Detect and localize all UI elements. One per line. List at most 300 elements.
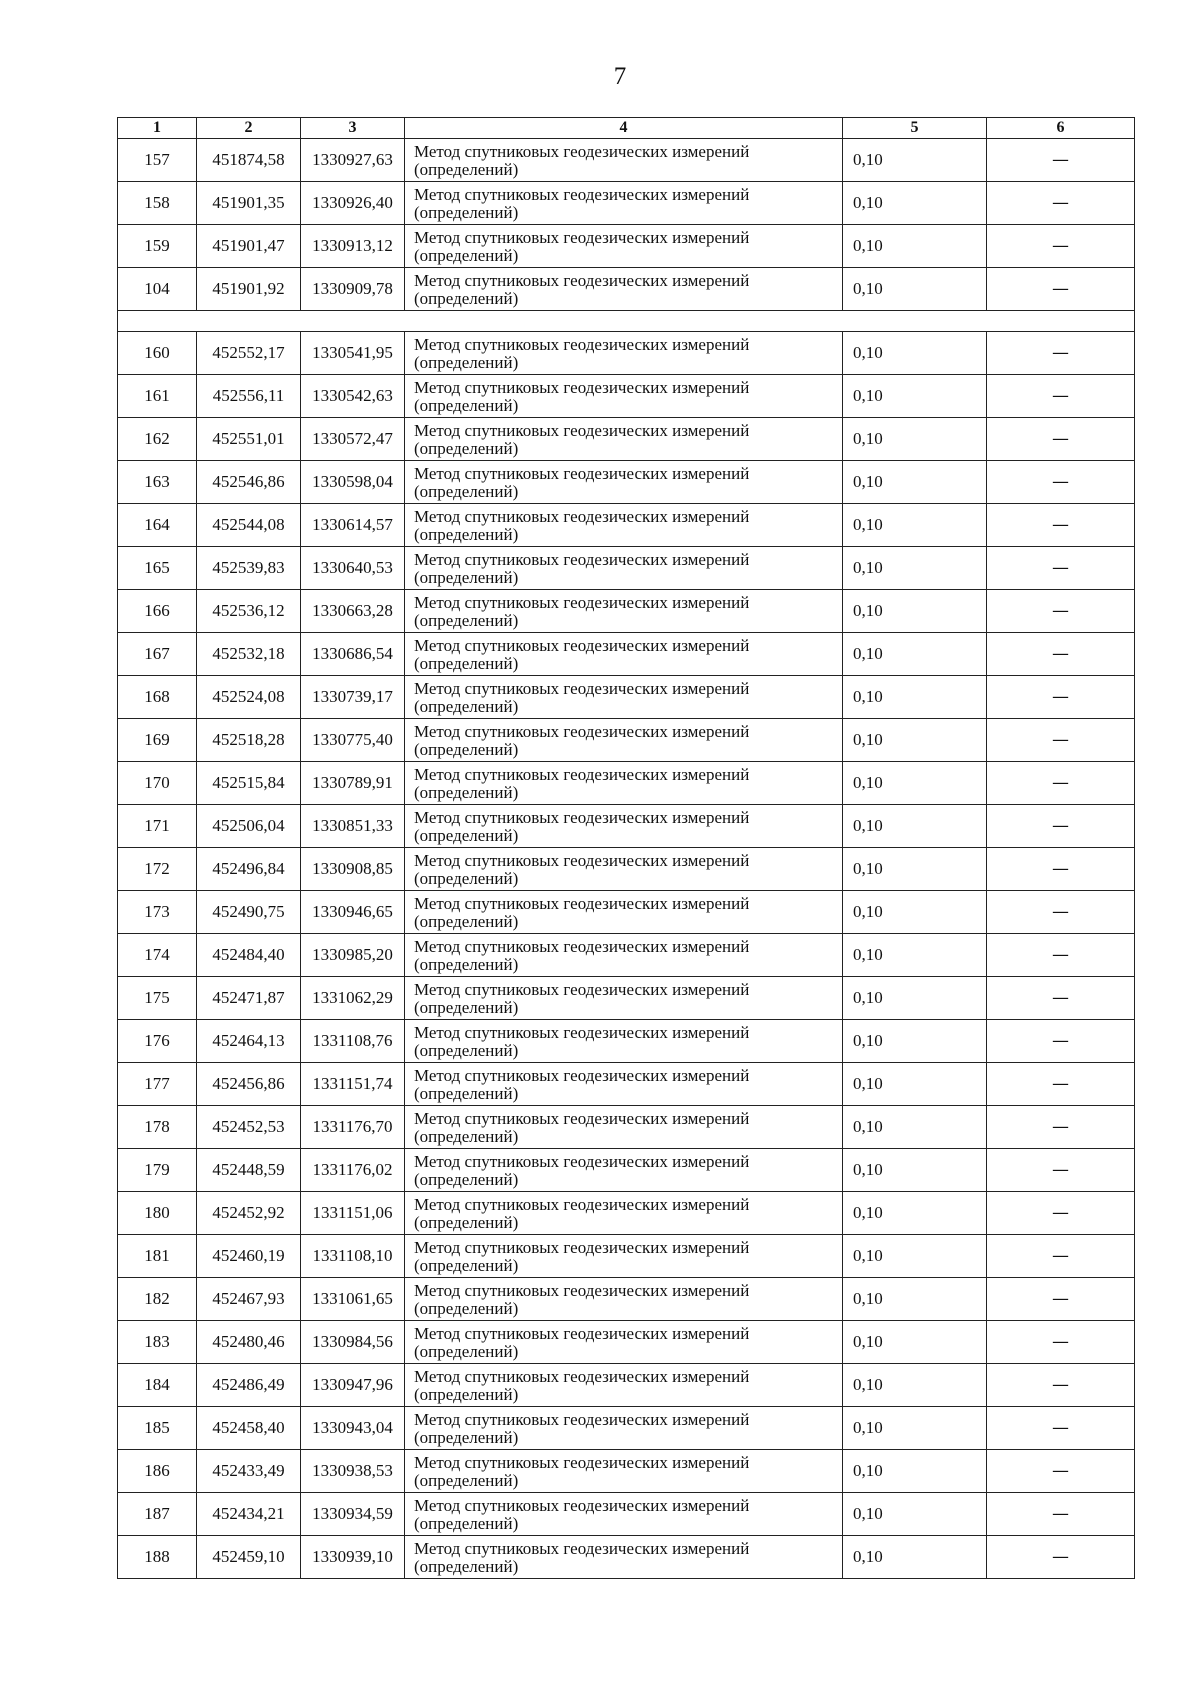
- point-number-cell: 177: [118, 1063, 197, 1106]
- point-number-cell: 163: [118, 461, 197, 504]
- note-cell: —: [987, 547, 1135, 590]
- accuracy-cell: 0,10: [843, 676, 987, 719]
- note-cell: —: [987, 805, 1135, 848]
- method-text-line1: Метод спутниковых геодезических измерений: [414, 377, 750, 397]
- table-row: [118, 1278, 1135, 1321]
- method-text-line1: Метод спутниковых геодезических измерений: [414, 678, 750, 698]
- method-cell: [405, 375, 843, 418]
- method-text-line1: Метод спутниковых геодезических измерений: [414, 807, 750, 827]
- x-coordinate-cell: 452532,18: [197, 633, 301, 676]
- point-number-cell: 164: [118, 504, 197, 547]
- accuracy-cell: 0,10: [843, 762, 987, 805]
- y-coordinate-cell: 1330541,95: [301, 332, 405, 375]
- method-text-line2: (определений): [414, 739, 519, 759]
- method-text-line2: (определений): [414, 352, 519, 372]
- x-coordinate-cell: 452459,10: [197, 1536, 301, 1579]
- note-cell: —: [987, 977, 1135, 1020]
- accuracy-cell: 0,10: [843, 1536, 987, 1579]
- point-number-cell: 161: [118, 375, 197, 418]
- point-number-cell: 158: [118, 182, 197, 225]
- y-coordinate-cell: 1331062,29: [301, 977, 405, 1020]
- method-text-line1: Метод спутниковых геодезических измерений: [414, 1065, 750, 1085]
- y-coordinate-cell: 1330663,28: [301, 590, 405, 633]
- point-number-cell: 160: [118, 332, 197, 375]
- x-coordinate-cell: 452434,21: [197, 1493, 301, 1536]
- table-row: [118, 1321, 1135, 1364]
- y-coordinate-cell: 1331151,06: [301, 1192, 405, 1235]
- table-row: [118, 1149, 1135, 1192]
- accuracy-cell: 0,10: [843, 1106, 987, 1149]
- point-number-cell: 180: [118, 1192, 197, 1235]
- method-text-line1: Метод спутниковых геодезических измерений: [414, 1409, 750, 1429]
- point-number-cell: 166: [118, 590, 197, 633]
- note-cell: —: [987, 1321, 1135, 1364]
- method-text-line1: Метод спутниковых геодезических измерений: [414, 334, 750, 354]
- table-row: [118, 547, 1135, 590]
- method-cell: [405, 676, 843, 719]
- accuracy-cell: 0,10: [843, 891, 987, 934]
- method-text-line2: (определений): [414, 202, 519, 222]
- method-text-line2: (определений): [414, 567, 519, 587]
- y-coordinate-cell: 1330542,63: [301, 375, 405, 418]
- method-text-line1: Метод спутниковых геодезических измерений: [414, 1323, 750, 1343]
- method-cell: [405, 977, 843, 1020]
- method-cell: [405, 1063, 843, 1106]
- point-number-cell: 174: [118, 934, 197, 977]
- method-text-line2: (определений): [414, 395, 519, 415]
- accuracy-cell: 0,10: [843, 633, 987, 676]
- method-cell: [405, 225, 843, 268]
- point-number-cell: 182: [118, 1278, 197, 1321]
- x-coordinate-cell: 452448,59: [197, 1149, 301, 1192]
- x-coordinate-cell: 452484,40: [197, 934, 301, 977]
- point-number-cell: 169: [118, 719, 197, 762]
- table-header: [118, 118, 1135, 139]
- method-cell: [405, 268, 843, 311]
- method-cell: [405, 1106, 843, 1149]
- x-coordinate-cell: 452556,11: [197, 375, 301, 418]
- method-text-line2: (определений): [414, 1126, 519, 1146]
- method-text-line1: Метод спутниковых геодезических измерений: [414, 850, 750, 870]
- method-text-line1: Метод спутниковых геодезических измерений: [414, 549, 750, 569]
- note-cell: —: [987, 1450, 1135, 1493]
- accuracy-cell: 0,10: [843, 182, 987, 225]
- accuracy-cell: 0,10: [843, 1149, 987, 1192]
- method-cell: [405, 633, 843, 676]
- method-text-line1: Метод спутниковых геодезических измерений: [414, 1366, 750, 1386]
- note-cell: —: [987, 418, 1135, 461]
- method-text-line1: Метод спутниковых геодезических измерений: [414, 227, 750, 247]
- table-row: [118, 1063, 1135, 1106]
- x-coordinate-cell: 452536,12: [197, 590, 301, 633]
- y-coordinate-cell: 1330572,47: [301, 418, 405, 461]
- table-row: [118, 633, 1135, 676]
- method-text-line2: (определений): [414, 825, 519, 845]
- accuracy-cell: 0,10: [843, 1192, 987, 1235]
- point-number-cell: 172: [118, 848, 197, 891]
- point-number-cell: 184: [118, 1364, 197, 1407]
- point-number-cell: 171: [118, 805, 197, 848]
- method-text-line1: Метод спутниковых геодезических измерений: [414, 893, 750, 913]
- accuracy-cell: 0,10: [843, 1493, 987, 1536]
- method-cell: [405, 1149, 843, 1192]
- table-body: [118, 139, 1135, 1579]
- x-coordinate-cell: 452452,53: [197, 1106, 301, 1149]
- table-row: [118, 225, 1135, 268]
- y-coordinate-cell: 1331061,65: [301, 1278, 405, 1321]
- note-cell: —: [987, 762, 1135, 805]
- note-cell: —: [987, 848, 1135, 891]
- table-row: [118, 418, 1135, 461]
- y-coordinate-cell: 1330984,56: [301, 1321, 405, 1364]
- coordinates-table: [117, 117, 1135, 1579]
- method-cell: [405, 461, 843, 504]
- method-cell: [405, 332, 843, 375]
- method-text-line2: (определений): [414, 1083, 519, 1103]
- method-cell: [405, 139, 843, 182]
- accuracy-cell: 0,10: [843, 1407, 987, 1450]
- method-text-line2: (определений): [414, 1427, 519, 1447]
- method-text-line1: Метод спутниковых геодезических измерений: [414, 184, 750, 204]
- point-number-cell: 157: [118, 139, 197, 182]
- table-row: [118, 139, 1135, 182]
- accuracy-cell: 0,10: [843, 332, 987, 375]
- method-text-line1: Метод спутниковых геодезических измерений: [414, 721, 750, 741]
- accuracy-cell: 0,10: [843, 547, 987, 590]
- method-cell: [405, 805, 843, 848]
- method-text-line2: (определений): [414, 911, 519, 931]
- method-cell: [405, 848, 843, 891]
- group-separator-cell: [118, 311, 1135, 332]
- table-row: [118, 1364, 1135, 1407]
- accuracy-cell: 0,10: [843, 1278, 987, 1321]
- table-row: [118, 719, 1135, 762]
- method-text-line1: Метод спутниковых геодезических измерений: [414, 1108, 750, 1128]
- table-row: [118, 1020, 1135, 1063]
- point-number-cell: 162: [118, 418, 197, 461]
- note-cell: —: [987, 891, 1135, 934]
- method-text-line2: (определений): [414, 1556, 519, 1576]
- header-col-1: 1: [118, 118, 197, 139]
- x-coordinate-cell: 452496,84: [197, 848, 301, 891]
- y-coordinate-cell: 1331108,76: [301, 1020, 405, 1063]
- y-coordinate-cell: 1330946,65: [301, 891, 405, 934]
- method-text-line1: Метод спутниковых геодезических измерений: [414, 764, 750, 784]
- x-coordinate-cell: 452467,93: [197, 1278, 301, 1321]
- header-col-2: 2: [197, 118, 301, 139]
- accuracy-cell: 0,10: [843, 504, 987, 547]
- x-coordinate-cell: 452452,92: [197, 1192, 301, 1235]
- method-text-line2: (определений): [414, 868, 519, 888]
- point-number-cell: 165: [118, 547, 197, 590]
- method-text-line1: Метод спутниковых геодезических измерений: [414, 1495, 750, 1515]
- accuracy-cell: 0,10: [843, 934, 987, 977]
- note-cell: —: [987, 268, 1135, 311]
- x-coordinate-cell: 451901,47: [197, 225, 301, 268]
- accuracy-cell: 0,10: [843, 977, 987, 1020]
- table-row: [118, 590, 1135, 633]
- method-text-line2: (определений): [414, 696, 519, 716]
- y-coordinate-cell: 1330913,12: [301, 225, 405, 268]
- note-cell: —: [987, 182, 1135, 225]
- x-coordinate-cell: 452524,08: [197, 676, 301, 719]
- accuracy-cell: 0,10: [843, 1321, 987, 1364]
- header-col-3: 3: [301, 118, 405, 139]
- method-text-line2: (определений): [414, 1212, 519, 1232]
- method-cell: [405, 1192, 843, 1235]
- note-cell: —: [987, 504, 1135, 547]
- y-coordinate-cell: 1330934,59: [301, 1493, 405, 1536]
- x-coordinate-cell: 452506,04: [197, 805, 301, 848]
- method-text-line1: Метод спутниковых геодезических измерений: [414, 1452, 750, 1472]
- method-cell: [405, 1407, 843, 1450]
- method-text-line2: (определений): [414, 1040, 519, 1060]
- y-coordinate-cell: 1330775,40: [301, 719, 405, 762]
- note-cell: —: [987, 590, 1135, 633]
- point-number-cell: 168: [118, 676, 197, 719]
- point-number-cell: 181: [118, 1235, 197, 1278]
- table-row: [118, 1493, 1135, 1536]
- table-row: [118, 1192, 1135, 1235]
- x-coordinate-cell: 452458,40: [197, 1407, 301, 1450]
- x-coordinate-cell: 452515,84: [197, 762, 301, 805]
- method-text-line2: (определений): [414, 524, 519, 544]
- method-cell: [405, 1536, 843, 1579]
- y-coordinate-cell: 1330598,04: [301, 461, 405, 504]
- method-cell: [405, 891, 843, 934]
- accuracy-cell: 0,10: [843, 848, 987, 891]
- x-coordinate-cell: 452486,49: [197, 1364, 301, 1407]
- point-number-cell: 104: [118, 268, 197, 311]
- y-coordinate-cell: 1330938,53: [301, 1450, 405, 1493]
- page-number: 7: [613, 63, 627, 90]
- point-number-cell: 178: [118, 1106, 197, 1149]
- y-coordinate-cell: 1331108,10: [301, 1235, 405, 1278]
- table-row: [118, 332, 1135, 375]
- header-col-6: 6: [987, 118, 1135, 139]
- table-row: [118, 676, 1135, 719]
- y-coordinate-cell: 1330851,33: [301, 805, 405, 848]
- y-coordinate-cell: 1330909,78: [301, 268, 405, 311]
- accuracy-cell: 0,10: [843, 268, 987, 311]
- note-cell: —: [987, 1364, 1135, 1407]
- method-text-line1: Метод спутниковых геодезических измерений: [414, 1194, 750, 1214]
- method-text-line1: Метод спутниковых геодезических измерений: [414, 1151, 750, 1171]
- accuracy-cell: 0,10: [843, 225, 987, 268]
- point-number-cell: 186: [118, 1450, 197, 1493]
- table-row: [118, 461, 1135, 504]
- x-coordinate-cell: 452460,19: [197, 1235, 301, 1278]
- method-text-line2: (определений): [414, 1298, 519, 1318]
- x-coordinate-cell: 452552,17: [197, 332, 301, 375]
- y-coordinate-cell: 1330939,10: [301, 1536, 405, 1579]
- method-text-line1: Метод спутниковых геодезических измерений: [414, 1280, 750, 1300]
- point-number-cell: 175: [118, 977, 197, 1020]
- x-coordinate-cell: 452471,87: [197, 977, 301, 1020]
- x-coordinate-cell: 452490,75: [197, 891, 301, 934]
- method-text-line1: Метод спутниковых геодезических измерений: [414, 1022, 750, 1042]
- method-text-line1: Метод спутниковых геодезических измерений: [414, 1237, 750, 1257]
- x-coordinate-cell: 451901,35: [197, 182, 301, 225]
- y-coordinate-cell: 1330927,63: [301, 139, 405, 182]
- accuracy-cell: 0,10: [843, 1450, 987, 1493]
- group-separator-row: [118, 311, 1135, 332]
- y-coordinate-cell: 1330614,57: [301, 504, 405, 547]
- accuracy-cell: 0,10: [843, 1235, 987, 1278]
- method-text-line2: (определений): [414, 997, 519, 1017]
- method-text-line1: Метод спутниковых геодезических измерений: [414, 463, 750, 483]
- point-number-cell: 173: [118, 891, 197, 934]
- method-text-line1: Метод спутниковых геодезических измерений: [414, 141, 750, 161]
- table-row: [118, 805, 1135, 848]
- note-cell: —: [987, 1493, 1135, 1536]
- method-text-line2: (определений): [414, 159, 519, 179]
- table-row: [118, 1536, 1135, 1579]
- accuracy-cell: 0,10: [843, 805, 987, 848]
- header-col-4: 4: [405, 118, 843, 139]
- accuracy-cell: 0,10: [843, 590, 987, 633]
- y-coordinate-cell: 1330985,20: [301, 934, 405, 977]
- method-text-line1: Метод спутниковых геодезических измерений: [414, 979, 750, 999]
- y-coordinate-cell: 1330686,54: [301, 633, 405, 676]
- table-row: [118, 1235, 1135, 1278]
- note-cell: —: [987, 1063, 1135, 1106]
- method-cell: [405, 1450, 843, 1493]
- x-coordinate-cell: 452551,01: [197, 418, 301, 461]
- note-cell: —: [987, 934, 1135, 977]
- note-cell: —: [987, 1235, 1135, 1278]
- y-coordinate-cell: 1331151,74: [301, 1063, 405, 1106]
- table-row: [118, 182, 1135, 225]
- y-coordinate-cell: 1330908,85: [301, 848, 405, 891]
- x-coordinate-cell: 452546,86: [197, 461, 301, 504]
- accuracy-cell: 0,10: [843, 375, 987, 418]
- method-text-line1: Метод спутниковых геодезических измерений: [414, 506, 750, 526]
- accuracy-cell: 0,10: [843, 1364, 987, 1407]
- method-text-line2: (определений): [414, 1169, 519, 1189]
- accuracy-cell: 0,10: [843, 461, 987, 504]
- method-text-line1: Метод спутниковых геодезических измерений: [414, 270, 750, 290]
- method-text-line2: (определений): [414, 1255, 519, 1275]
- note-cell: —: [987, 139, 1135, 182]
- table-row: [118, 504, 1135, 547]
- table-row: [118, 762, 1135, 805]
- table-row: [118, 891, 1135, 934]
- method-text-line1: Метод спутниковых геодезических измерений: [414, 1538, 750, 1558]
- note-cell: —: [987, 633, 1135, 676]
- table-row: [118, 1450, 1135, 1493]
- method-text-line2: (определений): [414, 438, 519, 458]
- y-coordinate-cell: 1330640,53: [301, 547, 405, 590]
- table-row: [118, 375, 1135, 418]
- method-text-line2: (определений): [414, 481, 519, 501]
- method-cell: [405, 1278, 843, 1321]
- method-text-line2: (определений): [414, 782, 519, 802]
- table-row: [118, 1407, 1135, 1450]
- note-cell: —: [987, 1149, 1135, 1192]
- method-cell: [405, 1235, 843, 1278]
- table-row: [118, 977, 1135, 1020]
- note-cell: —: [987, 719, 1135, 762]
- x-coordinate-cell: 452480,46: [197, 1321, 301, 1364]
- accuracy-cell: 0,10: [843, 1063, 987, 1106]
- method-cell: [405, 590, 843, 633]
- method-text-line2: (определений): [414, 1384, 519, 1404]
- point-number-cell: 167: [118, 633, 197, 676]
- method-cell: [405, 504, 843, 547]
- accuracy-cell: 0,10: [843, 139, 987, 182]
- note-cell: —: [987, 1020, 1135, 1063]
- method-text-line1: Метод спутниковых геодезических измерений: [414, 936, 750, 956]
- y-coordinate-cell: 1330947,96: [301, 1364, 405, 1407]
- method-text-line1: Метод спутниковых геодезических измерений: [414, 592, 750, 612]
- y-coordinate-cell: 1330789,91: [301, 762, 405, 805]
- note-cell: —: [987, 461, 1135, 504]
- x-coordinate-cell: 452518,28: [197, 719, 301, 762]
- method-text-line2: (определений): [414, 954, 519, 974]
- x-coordinate-cell: 451874,58: [197, 139, 301, 182]
- x-coordinate-cell: 452456,86: [197, 1063, 301, 1106]
- method-cell: [405, 1493, 843, 1536]
- x-coordinate-cell: 452464,13: [197, 1020, 301, 1063]
- table-row: [118, 848, 1135, 891]
- accuracy-cell: 0,10: [843, 719, 987, 762]
- accuracy-cell: 0,10: [843, 418, 987, 461]
- method-text-line2: (определений): [414, 1513, 519, 1533]
- y-coordinate-cell: 1330943,04: [301, 1407, 405, 1450]
- method-text-line2: (определений): [414, 653, 519, 673]
- method-cell: [405, 1020, 843, 1063]
- method-text-line2: (определений): [414, 610, 519, 630]
- note-cell: —: [987, 1106, 1135, 1149]
- table-row: [118, 934, 1135, 977]
- table-row: [118, 1106, 1135, 1149]
- method-cell: [405, 762, 843, 805]
- point-number-cell: 187: [118, 1493, 197, 1536]
- x-coordinate-cell: 451901,92: [197, 268, 301, 311]
- note-cell: —: [987, 676, 1135, 719]
- header-col-5: 5: [843, 118, 987, 139]
- y-coordinate-cell: 1330739,17: [301, 676, 405, 719]
- method-cell: [405, 719, 843, 762]
- method-text-line2: (определений): [414, 245, 519, 265]
- point-number-cell: 188: [118, 1536, 197, 1579]
- point-number-cell: 176: [118, 1020, 197, 1063]
- note-cell: —: [987, 225, 1135, 268]
- point-number-cell: 159: [118, 225, 197, 268]
- y-coordinate-cell: 1330926,40: [301, 182, 405, 225]
- method-cell: [405, 182, 843, 225]
- method-text-line1: Метод спутниковых геодезических измерений: [414, 635, 750, 655]
- x-coordinate-cell: 452433,49: [197, 1450, 301, 1493]
- point-number-cell: 179: [118, 1149, 197, 1192]
- method-cell: [405, 934, 843, 977]
- point-number-cell: 185: [118, 1407, 197, 1450]
- point-number-cell: 183: [118, 1321, 197, 1364]
- point-number-cell: 170: [118, 762, 197, 805]
- method-text-line2: (определений): [414, 288, 519, 308]
- method-cell: [405, 547, 843, 590]
- table-row: [118, 268, 1135, 311]
- method-cell: [405, 1321, 843, 1364]
- method-text-line2: (определений): [414, 1341, 519, 1361]
- note-cell: —: [987, 1278, 1135, 1321]
- note-cell: —: [987, 1536, 1135, 1579]
- accuracy-cell: 0,10: [843, 1020, 987, 1063]
- y-coordinate-cell: 1331176,70: [301, 1106, 405, 1149]
- y-coordinate-cell: 1331176,02: [301, 1149, 405, 1192]
- method-cell: [405, 1364, 843, 1407]
